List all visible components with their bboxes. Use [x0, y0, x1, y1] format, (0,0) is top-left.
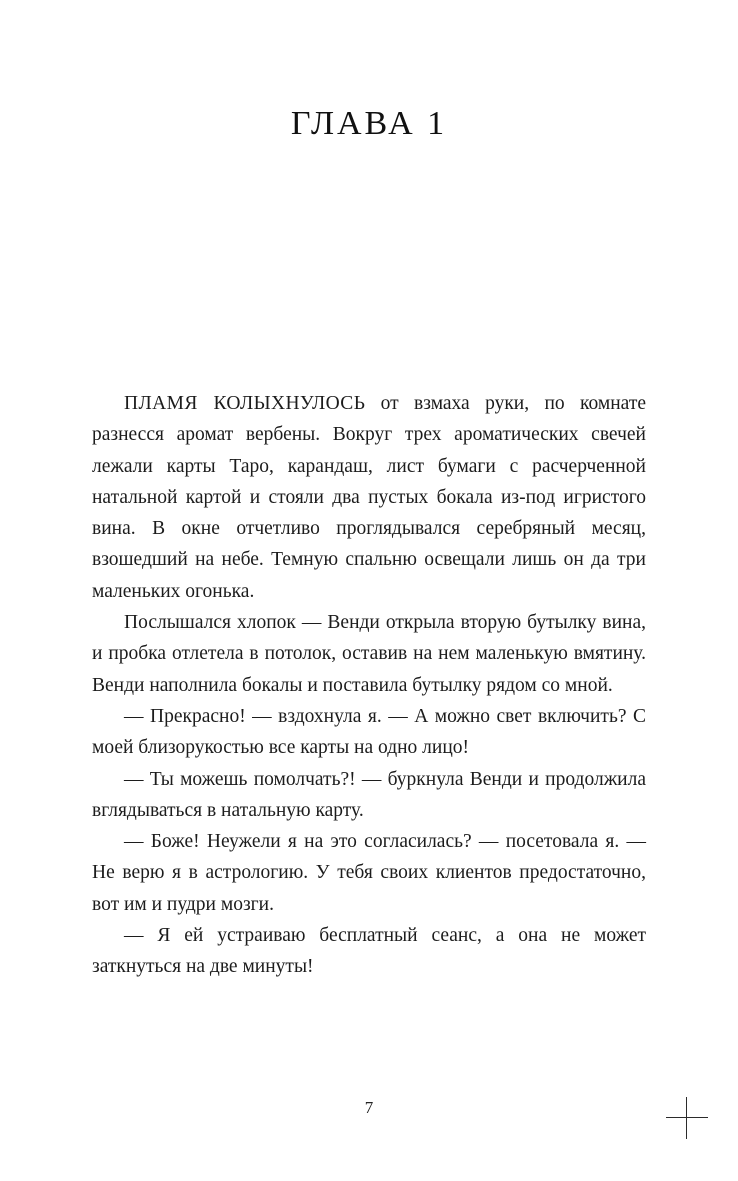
paragraph-text: от взмаха руки, по комнате разнесся аромат вербены. Вокруг трех ароматических свечей лежали карты Таро, карандаш, лист бумаги с расчерченной натальной картой и стояли два пустых бокала из-под игристого вина. В окне отчетливо проглядывался серебряный месяц, взошедший на небе. Темную спальню освещали лишь он да три маленьких огонька. [92, 393, 646, 602]
lead-in-text: ПЛАМЯ КОЛЫХНУЛОСЬ [124, 393, 366, 414]
paragraph: — Прекрасно! — вздохнула я. — А можно свет включить? С моей близорукостью все карты на одно лицо! [92, 705, 646, 759]
page-title: ГЛАВА 1 [290, 104, 448, 142]
crop-mark-vertical [686, 1097, 687, 1139]
paragraph: Послышался хлопок — Венди открыла вторую бутылку вина, и пробка отлетела в потолок, оставив на нем маленькую вмятину. Венди наполнила бокалы и поставила бутылку рядом со мной. [92, 612, 646, 696]
paragraph: — Я ей устраиваю бесплатный сеанс, а она не может заткнуться на две минуты! [92, 925, 646, 978]
crop-mark-horizontal [666, 1117, 708, 1118]
paragraph: — Ты можешь помолчать?! — буркнула Венди и продолжила вглядываться в натальную карту. [92, 768, 646, 821]
crop-mark-icon [666, 1097, 708, 1139]
paragraph [92, 388, 646, 607]
page-number: 7 [364, 1098, 374, 1117]
body-text-block [92, 388, 646, 983]
paragraph: — Боже! Неужели я на это согласилась? — посетовала я. — Не верю я в астрологию. У тебя своих клиентов предостаточно, вот им и пудри мозги. [92, 831, 646, 915]
